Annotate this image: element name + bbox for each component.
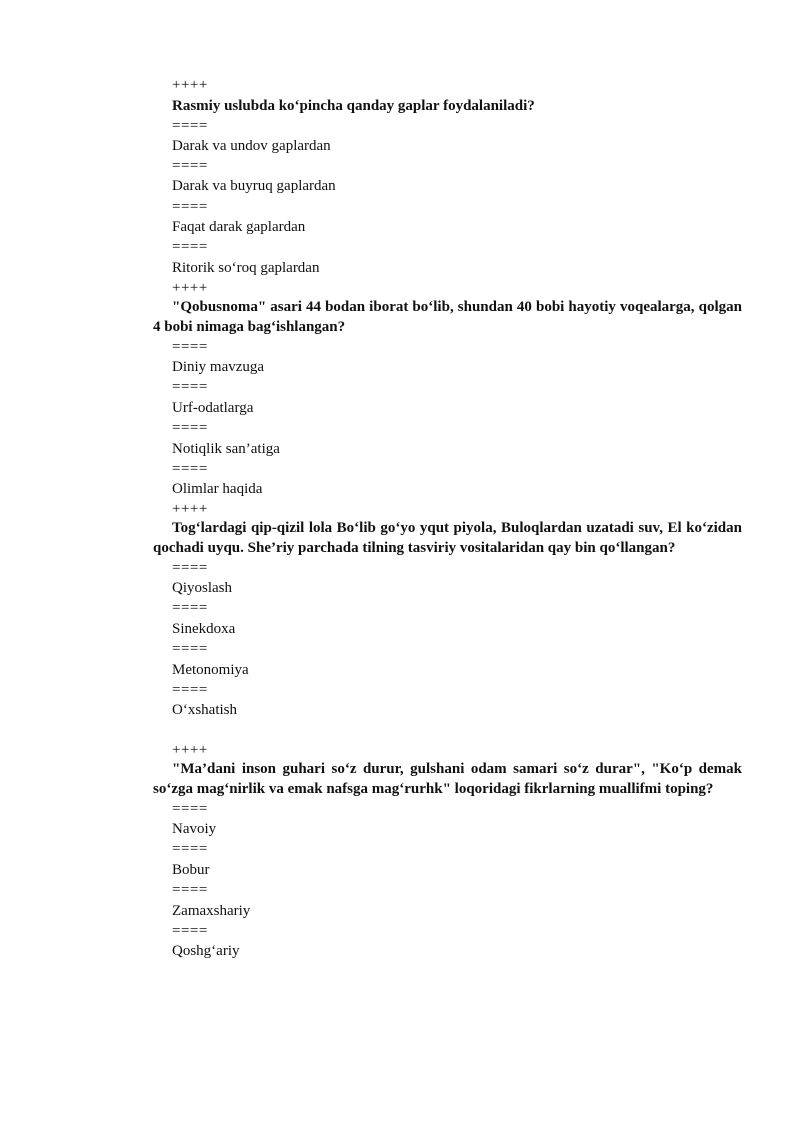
answer-separator: ==== (172, 118, 208, 134)
question-separator: ++++ (172, 280, 208, 296)
answer-option: Faqat darak gaplardan (172, 219, 306, 235)
question-text-content: "Ma’dani inson guhari so‘z durur, gulshani odam samari so‘z durar", "Ko‘p demak so‘zga mag‘nirlik va emak nafsga mag‘rurhk" loqoridagi fikrlarning muallifmi toping? (153, 761, 742, 797)
question-text-content: Tog‘lardagi qip-qizil lola Bo‘lib go‘yo yqut piyola, Buloqlardan uzatadi suv, El ko‘zidan qochadi uyqu. She’riy parchada tilning tasviriy vositalaridan qay bin qo‘llangan? (153, 520, 742, 556)
answer-separator: ==== (172, 841, 208, 857)
answer-option: Qoshg‘ariy (172, 943, 240, 959)
answer-separator: ==== (172, 239, 208, 255)
answer-separator: ==== (172, 379, 208, 395)
answer-separator: ==== (172, 682, 208, 698)
question-separator: ++++ (172, 742, 208, 758)
answer-option: Sinekdoxa (172, 621, 236, 637)
answer-separator: ==== (172, 461, 208, 477)
answer-option: Darak va undov gaplardan (172, 138, 331, 154)
answer-option: Urf-odatlarga (172, 400, 254, 416)
answer-option: O‘xshatish (172, 702, 237, 718)
answer-separator: ==== (172, 560, 208, 576)
answer-separator: ==== (172, 882, 208, 898)
answer-separator: ==== (172, 199, 208, 215)
question-text (153, 297, 742, 337)
answer-option: Metonomiya (172, 662, 249, 678)
answer-option: Notiqlik san’atiga (172, 441, 280, 457)
answer-option: Qiyoslash (172, 580, 232, 596)
answer-separator: ==== (172, 923, 208, 939)
answer-separator: ==== (172, 600, 208, 616)
question-text (153, 518, 742, 558)
question-separator: ++++ (172, 77, 208, 93)
answer-option: Darak va buyruq gaplardan (172, 178, 336, 194)
answer-separator: ==== (172, 158, 208, 174)
answer-separator: ==== (172, 641, 208, 657)
question-text: Rasmiy uslubda ko‘pincha qanday gaplar foydalaniladi? (172, 98, 535, 114)
answer-option: Navoiy (172, 821, 217, 837)
answer-option: Diniy mavzuga (172, 359, 265, 375)
answer-option: Bobur (172, 862, 210, 878)
question-text-content: "Qobusnoma" asari 44 bodan iborat bo‘lib, shundan 40 bobi hayotiy voqealarga, qolgan 4 bobi nimaga bag‘ishlangan? (153, 299, 742, 335)
answer-separator: ==== (172, 339, 208, 355)
answer-option: Ritorik so‘roq gaplardan (172, 260, 320, 276)
answer-separator: ==== (172, 420, 208, 436)
question-separator: ++++ (172, 501, 208, 517)
answer-option: Olimlar haqida (172, 481, 263, 497)
answer-separator: ==== (172, 801, 208, 817)
question-text (153, 759, 742, 799)
answer-option: Zamaxshariy (172, 903, 251, 919)
